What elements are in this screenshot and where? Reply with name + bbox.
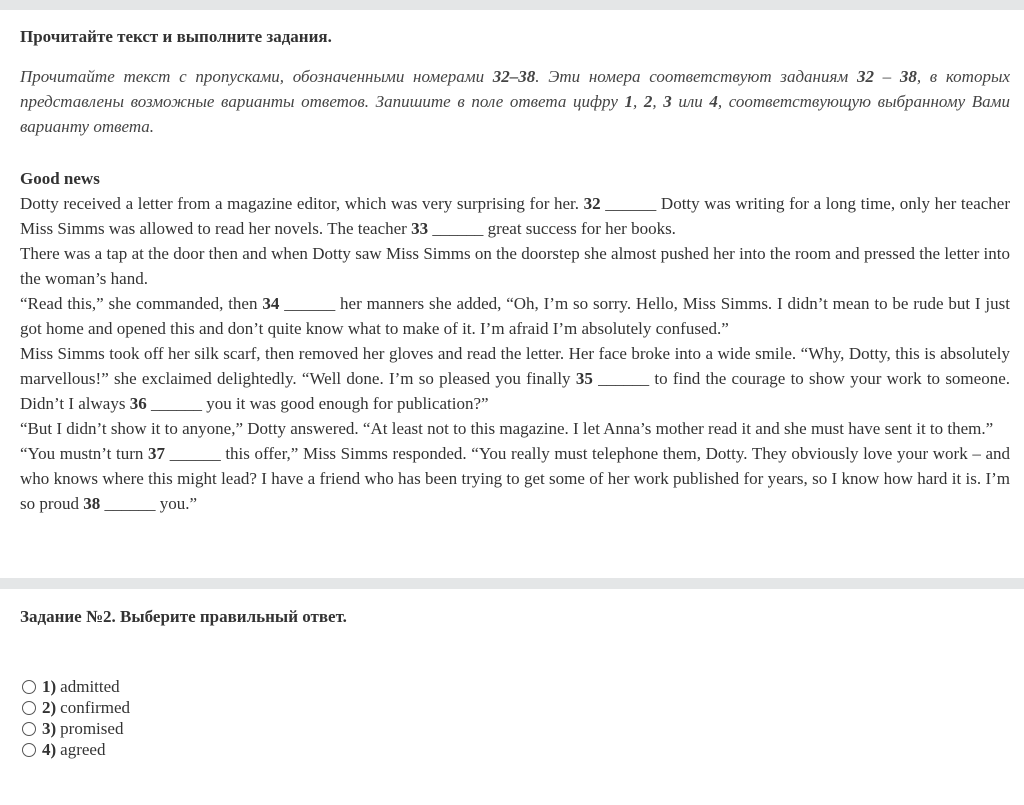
option-label: confirmed	[60, 697, 131, 717]
story-paragraph-2: There was a tap at the door then and when Dotty saw Miss Simms on the doorstep she almost pushed her into the room and pressed the letter into the woman’s hand.	[20, 244, 1010, 288]
instructions-text: . Эти номера соответствуют заданиям	[535, 67, 857, 86]
gap-number-37: 37	[148, 444, 166, 463]
option-number: 3)	[42, 718, 57, 738]
option-number: 1)	[42, 676, 57, 696]
option-number: 2)	[42, 697, 57, 717]
instructions-text: , в которых представлены возможные варианты ответов. Запишите в поле ответа цифру	[20, 67, 1011, 111]
gap-number-33: 33	[411, 219, 429, 238]
gap-number-36: 36	[129, 394, 147, 413]
gap-blank-38: ______	[104, 494, 156, 513]
task-header: Прочитайте текст и выполните задания.	[20, 27, 332, 46]
story-paragraph-3: “Read this,” she commanded, then 34 ______ her manners she added, “Oh, I’m so sorry. Hello, Miss Simms. I didn’t mean to be rude but I just got home and opened this and don’t quite know what to make of it. I’m afraid I’m absolutely confused.”	[20, 294, 1010, 338]
instructions-digit: 1	[624, 92, 633, 111]
instructions-text: , соответствующую выбранному Вами варианту ответа.	[20, 92, 1011, 136]
answer-option-4[interactable]	[20, 739, 130, 760]
gap-blank-36: ______	[150, 394, 202, 413]
option-number: 4)	[42, 739, 57, 759]
instructions-text: –	[873, 67, 900, 86]
instructions-text: ,	[632, 92, 644, 111]
task-block	[20, 26, 1010, 516]
task-instructions	[20, 64, 1010, 139]
instructions-text: ,	[652, 92, 664, 111]
question-block	[20, 606, 1010, 628]
story-paragraph-1: Dotty received a letter from a magazine editor, which was very surprising for her. 32 ______ Dotty was writing for a long time, only her teacher Miss Simms was allowed to read her novels. The teacher 33 ______ great success for her books.	[20, 194, 1010, 238]
instructions-text: Прочитайте текст с пропусками, обозначенными номерами	[20, 67, 493, 86]
top-divider	[0, 0, 1024, 10]
gap-number-32: 32	[583, 194, 601, 213]
section-divider	[0, 578, 1024, 589]
question-header: Задание №2. Выберите правильный ответ.	[20, 607, 347, 626]
story-paragraph-5: “But I didn’t show it to anyone,” Dotty answered. “At least not to this magazine. I let Anna’s mother read it and she must have sent it to them.”	[20, 419, 994, 438]
option-label: admitted	[60, 676, 120, 696]
instructions-text: или	[671, 92, 710, 111]
radio-button[interactable]	[22, 722, 36, 736]
instructions-digit: 2	[643, 92, 653, 111]
option-label: promised	[60, 718, 124, 738]
answer-option-1[interactable]	[20, 676, 130, 697]
gap-blank-35: ______	[598, 369, 650, 388]
radio-button[interactable]	[22, 701, 36, 715]
story-paragraph-6: “You mustn’t turn 37 ______ this offer,” Miss Simms responded. “You really must telephone them, Dotty. They obviously love your work – and who knows where this might lead? I have a friend who has been trying to get some of her work published for years, so I know how hard it is. I’m so proud 38 ______ you.”	[20, 444, 1011, 513]
story-paragraph-4: Miss Simms took off her silk scarf, then removed her gloves and read the letter. Her face broke into a wide smile. “Why, Dotty, this is absolutely marvellous!” she exclaimed delightedly. “Well done. I’m so pleased you finally 35 ______ to find the courage to show your work to someone. Didn’t I always 36 ______ you it was good enough for publication?”	[20, 344, 1010, 413]
instructions-range: 32–38	[492, 67, 536, 86]
story-title: Good news	[20, 169, 100, 188]
gap-blank-33: ______	[432, 219, 484, 238]
answer-option-2[interactable]	[20, 697, 130, 718]
radio-button[interactable]	[22, 680, 36, 694]
instructions-number: 32	[856, 67, 874, 86]
instructions-digit: 3	[663, 92, 672, 111]
gap-blank-37: ______	[169, 444, 221, 463]
gap-blank-32: ______	[605, 194, 657, 213]
gap-number-34: 34	[262, 294, 280, 313]
radio-button[interactable]	[22, 743, 36, 757]
answer-option-3[interactable]	[20, 718, 130, 739]
gap-number-35: 35	[575, 369, 593, 388]
answer-options	[20, 676, 130, 760]
option-label: agreed	[60, 739, 106, 759]
instructions-digit: 4	[709, 92, 718, 111]
gap-number-38: 38	[83, 494, 101, 513]
instructions-number: 38	[899, 67, 917, 86]
gap-blank-34: ______	[284, 294, 336, 313]
